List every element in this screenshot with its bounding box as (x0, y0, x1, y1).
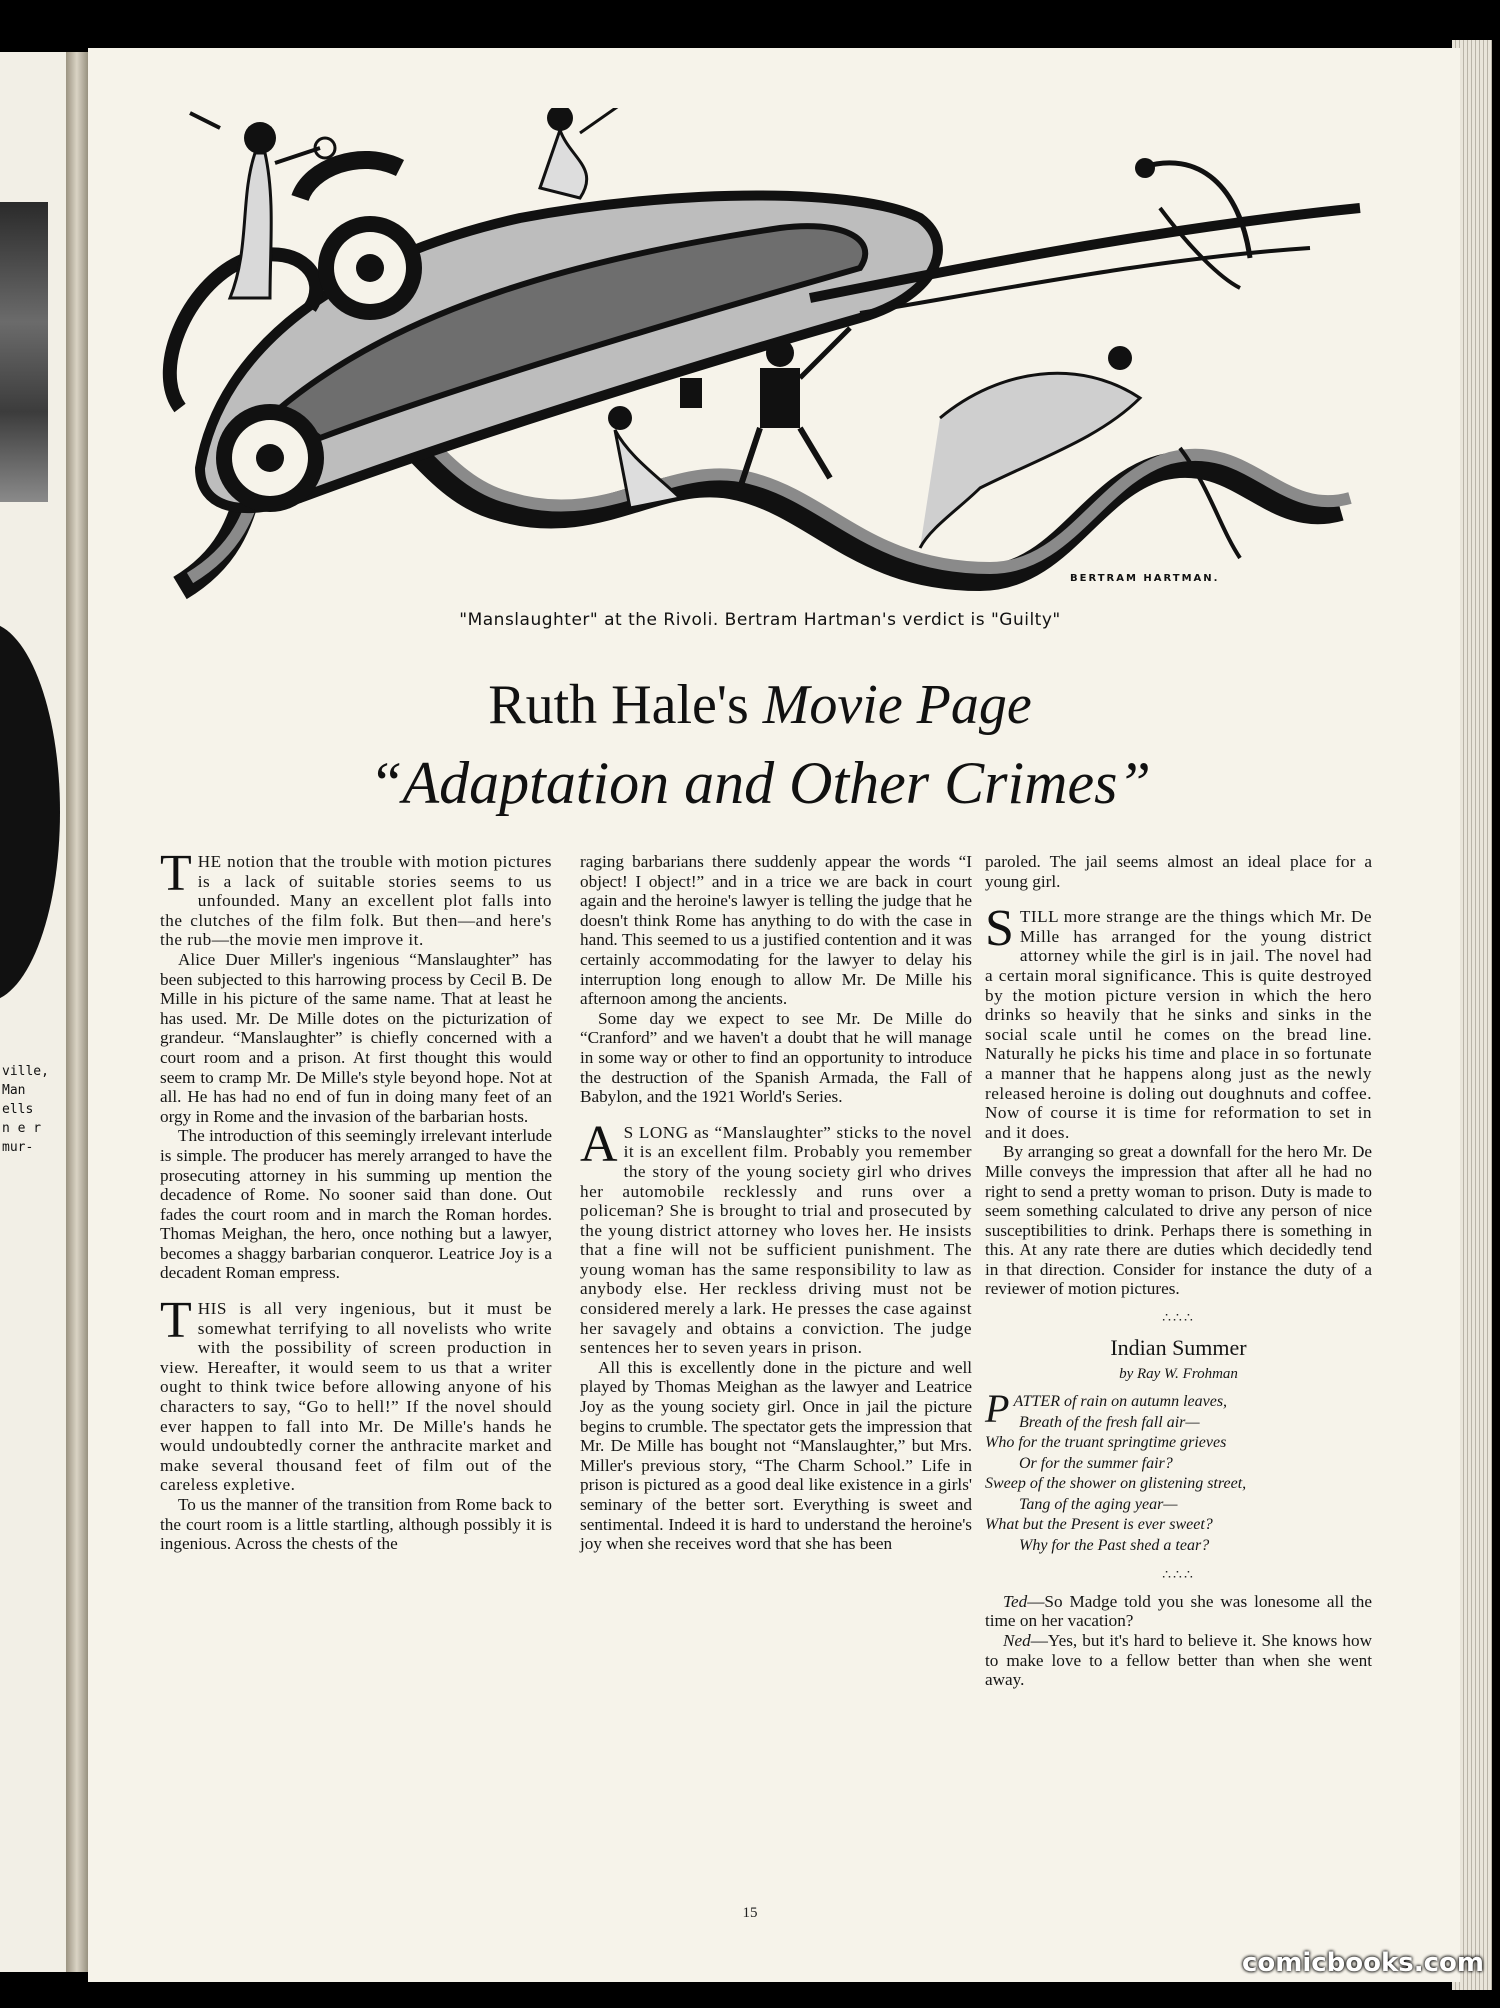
poem-line: Sweep of the shower on glistening street, (985, 1475, 1247, 1493)
paragraph: Some day we expect to see Mr. De Mille do “Cranford” and we haven't a doubt that he will manage in some way or other to find an opportunity to introduce the destruction of the Spanish Armada, the Fall of Babylon, and the 1921 World's Series. (580, 1008, 972, 1107)
article-title: “Adaptation and Other Crimes” (369, 750, 1151, 816)
poem-line: Or for the summer fair? (1019, 1454, 1173, 1472)
poem-line: Breath of the fresh fall air— (1019, 1413, 1200, 1431)
paragraph: A S LONG as “Manslaughter” sticks to the novel it is an excellent film. Probably you remember the story of the young society girl who drives her automobile recklessly and runs over a policeman? She is brought to trial and prosecuted by the young district attorney who loves her. He insists that a fine will not be sufficient punishment. The young woman has the same responsibility to law as anybody else. Her reckless driving must not be considered merely a lark. He presses the case against her savagely and obtains a conviction. The judge sentences her to seven years in prison. (580, 1115, 972, 1358)
poem-title: Indian Summer (1110, 1334, 1247, 1360)
car-wheel-front (318, 216, 422, 320)
drop-cap: A (580, 1115, 618, 1173)
book-gutter (66, 52, 90, 1972)
facing-page-caption (2, 1062, 52, 1157)
paragraph: STILL more strange are the things which Mr. De Mille has arranged for the young district attorney while the girl is in jail. The novel had a certain moral significance. This is quite destroyed by the motion picture version in which the hero drinks so heavily that he sinks and sinks in the social scale until he comes on the bread line. Naturally he picks his time and place in so fortunate a manner that he happens along just as the newly released heroine is doling out doughnuts and coffee. Now of course it is time for reformation to set in and it does. (985, 900, 1372, 1142)
racing-car-illustration (160, 108, 1380, 608)
dialogue-line: Ned—Yes, but it's hard to believe it. She knows how to make love to a fellow better than when she went away. (985, 1631, 1372, 1690)
poem-line: Tang of the aging year— (1019, 1495, 1178, 1513)
facing-caption-line: ells (2, 1102, 34, 1117)
reclining-figure-top (540, 108, 630, 198)
paragraph: All this is excellently done in the picture and well played by Thomas Meighan as the lawyer and Leatrice Joy as the young society girl. Once in jail the picture begins to crumble. The spectator gets the impression that Mr. De Mille has bought not “Manslaughter,” but Mrs. Miller's previous story, “The Charm School.” Life in prison is pictured as a good deal like existence in a girls' seminary of the better sort. Everything is sweet and sentimental. Indeed it is hard to understand the heroine's joy when she receives word that she has been (580, 1357, 972, 1554)
article-column-1 (160, 845, 552, 1554)
paragraph: By arranging so great a downfall for the hero Mr. De Mille conveys the impression that after all he had no right to send a pretty woman to prison. Duty is made to seem something calculated to drive any person of nice susceptibilities to drink. Perhaps there is something in this. At any rate there are duties which decidedly tend in that direction. Consider for instance the duty of a reviewer of motion pictures. (985, 1142, 1372, 1299)
poem-byline: by Ray W. Frohman (1119, 1365, 1238, 1382)
article-column-2 (580, 852, 972, 1554)
drop-cap: S (985, 900, 1014, 958)
speaker: Ned (1003, 1631, 1031, 1651)
facing-caption-line: ville, (2, 1064, 49, 1079)
poem (985, 1386, 1372, 1556)
poem-line: What but the Present is ever sweet? (985, 1516, 1213, 1534)
poem-line: Why for the Past shed a tear? (1019, 1536, 1210, 1554)
page-number: 15 (742, 1905, 758, 1921)
title-italic: Movie Page (762, 674, 1032, 736)
facing-caption-line: mur- (2, 1140, 34, 1155)
paragraph: Alice Duer Miller's ingenious “Manslaughter” has been subjected to this harrowing process by Cecil B. De Mille in his picture of the same name. That at least he has used. Mr. De Mille dotes on the picturization of grandeur. “Manslaughter” is chiefly concerned with a court room and a prison. At first thought this would seem to cramp Mr. De Mille's style beyond hope. Not at all. He has had no end of fun in doing many feet of an orgy in Rome and the invasion of the barbarian hosts. (160, 949, 552, 1126)
page-title (160, 670, 1360, 740)
paragraph: paroled. The jail seems almost an ideal place for a young girl. (985, 852, 1372, 891)
dialogue-line: Ted—So Madge told you she was lonesome all the time on her vacation? (985, 1591, 1372, 1631)
speaker: Ted (1003, 1591, 1028, 1611)
car-wheel-rear (216, 404, 324, 512)
facing-page-photo (0, 202, 48, 502)
paragraph: To us the manner of the transition from Rome back to the court room is a little startling, although possibly it is ingenious. Across the chests of the (160, 1495, 552, 1554)
drop-cap: T (160, 1292, 192, 1350)
section-ornament: ∴∴∴ (1162, 1311, 1195, 1327)
section-ornament: ∴∴∴ (1162, 1568, 1195, 1584)
paragraph: The introduction of this seemingly irrelevant interlude is simple. The producer has merely arranged to have the prosecuting attorney in his summing up mention the decadence of Rome. No sooner said than done. Out fades the court room and in march the Roman hordes. Thomas Meighan, the hero, once nothing but a lawyer, becomes a shaggy barbarian conqueror. Leatrice Joy is a decadent Roman empress. (160, 1126, 552, 1283)
illustration-caption: "Manslaughter" at the Rivoli. Bertram Hartman's verdict is "Guilty" (459, 610, 1061, 630)
facing-caption-line: Man (2, 1083, 26, 1098)
paragraph: THE notion that the trouble with motion pictures is a lack of suitable stories seems to us unfounded. Many an excellent plot falls into the clutches of the film folk. But then—and here's the rub—the movie men improve it. (160, 845, 552, 950)
article-column-3 (985, 852, 1372, 1690)
paragraph: THIS is all very ingenious, but it must be somewhat terrifying to all novelists who write with the possibility of screen production in view. Hereafter, it would seem to us that a writer ought to think twice before allowing anyone of his characters to say, “Go to hell!” If the novel should ever happen to fall into Mr. De Mille's hands he would undoubtedly corner the anthracite market and make several thousand feet of film out of the careless expletive. (160, 1292, 552, 1495)
paragraph: raging barbarians there suddenly appear the words “I object! I object!” and in a trice we are back in court again and the heroine's lawyer is telling the judge that he doesn't think Rome has anything to do with the case in hand. This seemed to us a justified contention and it was certainly accommodating for the lawyer to delay his interruption long enough to allow Mr. De Mille his afternoon among the ancients. (580, 852, 972, 1009)
artist-signature: BERTRAM HARTMAN. (1070, 573, 1220, 584)
drop-cap: T (160, 845, 192, 902)
poem-line: ATTER of rain on autumn leaves, (1013, 1393, 1228, 1411)
site-watermark: comicbooks.com (1241, 1948, 1484, 1978)
facing-page-oval-photo (0, 622, 60, 1002)
poem-drop-cap: P (985, 1386, 1010, 1432)
facing-caption-line: n e r (2, 1121, 42, 1136)
poem-line: Who for the truant springtime grieves (985, 1434, 1227, 1452)
title-prefix: Ruth Hale's (488, 674, 763, 736)
